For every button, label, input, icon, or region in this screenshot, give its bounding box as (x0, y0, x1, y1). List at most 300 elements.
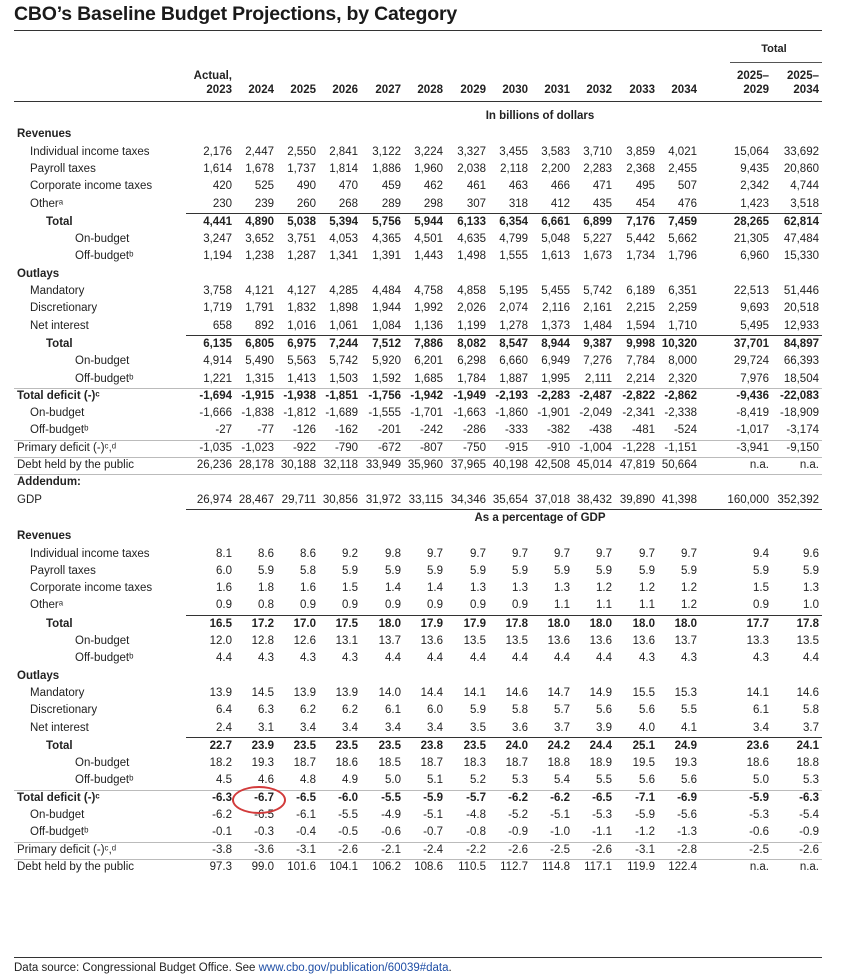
table-cell: 0.9 (216, 599, 232, 612)
table-cell: 3.1 (258, 721, 274, 734)
table-cell: 9,435 (740, 162, 769, 175)
table-cell: 2,038 (457, 162, 486, 175)
row-label: Payroll taxes (30, 162, 96, 175)
table-cell: 47,819 (619, 459, 655, 471)
table-cell: 2,176 (203, 145, 232, 158)
table-cell: 62,814 (783, 215, 819, 228)
table-cell: 6,660 (499, 355, 528, 368)
table-cell: 1,710 (668, 319, 697, 332)
table-cell: 5,455 (541, 285, 570, 297)
table-cell: -6.0 (338, 791, 358, 804)
table-cell: 17.8 (796, 617, 819, 630)
table-cell: 112.7 (500, 860, 528, 873)
table-cell: 24.2 (547, 739, 570, 752)
table-cell: -0.1 (212, 826, 232, 839)
table-cell: 1,413 (287, 372, 316, 385)
table-cell: -438 (588, 424, 612, 437)
table-cell: 3,652 (245, 233, 274, 246)
table-cell: 4,484 (372, 285, 401, 297)
table-cell: 18.7 (420, 757, 443, 770)
column-header-top: 2025– (737, 70, 769, 82)
table-cell: 1.2 (639, 582, 655, 595)
table-cell: 7,459 (668, 215, 697, 228)
table-cell: -1,023 (241, 441, 274, 454)
table-cell: -1,949 (453, 389, 486, 402)
table-cell: 1,287 (287, 250, 316, 263)
table-cell: 4,021 (668, 145, 697, 158)
table-cell: 2,111 (584, 372, 612, 385)
column-header-year: 2027 (375, 84, 401, 96)
table-cell: -286 (462, 424, 486, 437)
table-cell: 18.6 (746, 757, 769, 770)
table-cell: 4,441 (203, 215, 232, 228)
table-cell: -2.6 (799, 843, 819, 856)
table-cell: 6,960 (740, 250, 769, 263)
table-cell: 0.9 (300, 599, 316, 612)
table-cell: 28,178 (238, 459, 274, 471)
table-cell: 1,719 (203, 302, 232, 315)
table-cell: -5.5 (338, 809, 358, 821)
table-cell: 1,992 (414, 302, 443, 315)
table-cell: 525 (254, 180, 274, 193)
table-cell: 13.6 (420, 635, 443, 647)
table-cell: -9,436 (736, 389, 769, 402)
table-cell: 5,563 (287, 355, 316, 368)
table-cell: -126 (292, 424, 316, 437)
table-cell: -2,193 (495, 389, 528, 402)
table-cell: 1,278 (499, 319, 528, 332)
table-cell: 4.3 (300, 652, 316, 665)
table-cell: 4.9 (342, 774, 358, 787)
table-cell: 5,756 (372, 215, 401, 228)
table-cell: -2,822 (622, 389, 655, 402)
table-cell: 4,635 (457, 233, 486, 246)
table-cell: 33,692 (783, 145, 819, 158)
table-cell: -922 (292, 441, 316, 454)
table-cell: 6.0 (427, 704, 443, 717)
table-cell: -0.6 (381, 826, 401, 839)
row-label: Off-budgetᵇ (75, 250, 134, 263)
table-cell: 24.9 (674, 739, 697, 752)
table-cell: 14.5 (251, 686, 274, 699)
table-cell: -790 (334, 441, 358, 454)
table-cell: 17.9 (463, 617, 486, 630)
table-cell: -5.9 (635, 809, 655, 821)
table-cell: -2.6 (592, 843, 612, 856)
table-cell: -0.3 (254, 826, 274, 839)
table-cell: 2,074 (499, 302, 528, 315)
table-cell: 8,000 (668, 355, 697, 368)
table-cell: -2.6 (338, 843, 358, 856)
table-cell: -7.1 (635, 791, 655, 804)
row-label: Otherᵃ (30, 197, 64, 210)
table-cell: 106.2 (372, 860, 401, 873)
table-cell: 2,320 (668, 372, 697, 385)
table-cell: 3,710 (583, 145, 612, 158)
table-cell: 1,796 (668, 250, 697, 263)
table-cell: 5,394 (329, 215, 358, 228)
table-cell: 99.0 (251, 860, 274, 873)
table-cell: 268 (338, 197, 358, 210)
table-cell: 5.7 (554, 704, 570, 717)
table-cell: 260 (296, 197, 316, 210)
table-cell: 658 (212, 319, 232, 332)
table-cell: 2,455 (668, 162, 697, 175)
table-cell: -5.9 (423, 791, 443, 804)
table-cell: 23.8 (420, 739, 443, 752)
table-cell: 160,000 (727, 493, 769, 506)
row-label: Total deficit (-)ᶜ (17, 389, 100, 402)
cbo-data-link[interactable]: www.cbo.gov/publication/60039#data (258, 962, 449, 974)
table-cell: 26,974 (196, 493, 232, 506)
table-cell: -162 (334, 424, 358, 437)
table-cell: 6,351 (668, 285, 697, 297)
table-cell: 1,315 (245, 372, 274, 385)
table-cell: -5.1 (423, 809, 443, 821)
unit-section-header: In billions of dollars (485, 110, 595, 122)
table-cell: -3,941 (736, 441, 769, 454)
table-cell: 1.2 (596, 582, 612, 595)
row-label: Debt held by the public (17, 860, 134, 873)
table-cell: 4.3 (753, 652, 769, 665)
table-cell: 19.3 (251, 757, 274, 770)
table-cell: 3,327 (457, 145, 486, 158)
table-cell: 5.1 (427, 774, 443, 787)
row-divider (186, 737, 822, 738)
table-cell: 2,116 (542, 302, 570, 315)
table-cell: 23.5 (293, 739, 316, 752)
table-cell: 38,432 (576, 493, 612, 506)
table-cell: 10,320 (661, 337, 697, 350)
table-cell: 9.7 (596, 547, 612, 560)
table-cell: 14.6 (796, 686, 819, 699)
table-cell: 35,654 (492, 493, 528, 506)
row-label: Corporate income taxes (30, 180, 153, 193)
table-cell: -333 (504, 424, 528, 437)
table-cell: 13.9 (335, 686, 358, 699)
table-cell: 5,490 (245, 355, 274, 368)
table-cell: 6,975 (287, 337, 316, 350)
table-cell: -4.8 (466, 809, 486, 821)
table-cell: 1,814 (329, 162, 358, 175)
table-cell: 18.0 (378, 617, 401, 630)
table-cell: 1.5 (342, 582, 358, 595)
table-cell: 18.8 (796, 757, 819, 770)
table-cell: -5.1 (550, 809, 570, 821)
table-cell: 13.1 (335, 635, 358, 647)
table-cell: n.a. (799, 459, 819, 471)
table-cell: -2,338 (664, 407, 697, 420)
row-label: Individual income taxes (30, 547, 150, 560)
table-cell: 13.7 (674, 635, 697, 647)
table-cell: 3,455 (499, 145, 528, 158)
column-header-year: 2023 (206, 84, 232, 96)
table-cell: -5.3 (592, 809, 612, 821)
table-cell: 6,899 (583, 215, 612, 228)
table-cell: 2,283 (583, 162, 612, 175)
table-cell: 2,550 (287, 145, 316, 158)
table-cell: 35,960 (407, 459, 443, 471)
table-bottom-divider (14, 957, 822, 958)
table-cell: 14.1 (746, 686, 769, 699)
table-cell: 4.3 (639, 652, 655, 665)
table-cell: 1,238 (245, 250, 274, 263)
table-cell: 1.1 (639, 599, 655, 612)
table-cell: 0.8 (258, 599, 274, 612)
table-cell: 1,784 (457, 372, 486, 385)
table-cell: 1,391 (372, 250, 401, 263)
table-cell: 13.6 (547, 635, 570, 647)
table-cell: -6.3 (799, 791, 819, 804)
table-cell: 298 (423, 197, 443, 210)
table-cell: -3.8 (212, 843, 232, 856)
table-cell: 15,330 (783, 250, 819, 263)
table-cell: 3.4 (342, 721, 358, 734)
table-cell: 289 (381, 197, 401, 210)
table-cell: 4.5 (216, 774, 232, 787)
table-cell: 24.4 (589, 739, 612, 752)
table-cell: 13.9 (209, 686, 232, 699)
table-cell: -18,909 (779, 407, 819, 420)
table-cell: -910 (546, 441, 570, 454)
table-cell: 4,890 (245, 215, 274, 228)
table-cell: 33,115 (408, 493, 443, 506)
table-cell: 6,354 (499, 215, 528, 228)
table-cell: 37,701 (733, 337, 769, 350)
table-cell: 24.1 (796, 739, 819, 752)
table-cell: -5.4 (799, 809, 819, 821)
table-cell: 18.0 (547, 617, 570, 630)
table-cell: 3,758 (203, 285, 232, 297)
table-cell: 230 (212, 197, 232, 210)
table-cell: 3.6 (512, 721, 528, 734)
table-cell: 23.9 (251, 739, 274, 752)
row-label: Off-budgetᵇ (75, 652, 134, 665)
table-cell: 5.9 (470, 704, 486, 717)
row-label: Primary deficit (-)ᶜ,ᵈ (17, 843, 117, 856)
table-cell: -1,838 (241, 407, 274, 420)
table-cell: 2,342 (740, 180, 769, 193)
table-cell: 8.1 (216, 547, 232, 560)
table-cell: -1,901 (537, 407, 570, 420)
table-cell: 18.5 (378, 757, 401, 770)
table-cell: -1,942 (410, 389, 443, 402)
table-cell: 5.9 (596, 564, 612, 577)
table-cell: 9.6 (803, 547, 819, 560)
table-cell: 6.3 (258, 704, 274, 717)
table-cell: 122.4 (668, 860, 697, 873)
table-cell: 5.8 (512, 704, 528, 717)
table-cell: 1,484 (583, 319, 612, 332)
table-cell: 490 (296, 180, 316, 193)
table-cell: 1,614 (203, 162, 232, 175)
table-cell: 12.0 (209, 635, 232, 647)
table-cell: 5.3 (512, 774, 528, 787)
table-cell: 66,393 (783, 355, 819, 368)
table-cell: 28,467 (238, 493, 274, 506)
table-cell: 18.0 (632, 617, 655, 630)
table-cell: 4.3 (342, 652, 358, 665)
table-cell: 3.7 (803, 721, 819, 734)
row-label: Primary deficit (-)ᶜ,ᵈ (17, 441, 117, 454)
table-cell: 9,693 (740, 302, 769, 315)
table-cell: 13.6 (632, 635, 655, 647)
row-group-label: Addendum: (17, 476, 81, 489)
table-cell: 5.9 (753, 564, 769, 577)
table-cell: -4.9 (381, 809, 401, 821)
table-cell: -6.5 (254, 809, 274, 821)
table-cell: -382 (546, 424, 570, 437)
table-cell: 26,236 (196, 459, 232, 471)
table-cell: 1.5 (753, 582, 769, 595)
data-source-footer (14, 962, 452, 974)
table-cell: 31,972 (365, 493, 401, 506)
table-cell: 420 (212, 180, 232, 193)
column-header-year: 2026 (332, 84, 358, 96)
table-cell: 4.4 (596, 652, 612, 665)
table-cell: 6.2 (300, 704, 316, 717)
table-cell: 30,188 (280, 459, 316, 471)
footer-prefix: Data source: Congressional Budget Office. See (14, 962, 259, 974)
table-cell: 18.3 (463, 757, 486, 770)
table-cell: 4.8 (300, 774, 316, 787)
table-cell: 51,446 (783, 285, 819, 297)
table-cell: 5.0 (753, 774, 769, 787)
table-cell: 25.1 (632, 739, 655, 752)
table-cell: 5.9 (512, 564, 528, 577)
table-cell: 5,920 (372, 355, 401, 368)
table-cell: 8,547 (499, 337, 528, 350)
table-cell: 3,583 (541, 145, 570, 158)
table-cell: -1,666 (199, 407, 232, 420)
table-cell: 108.6 (414, 860, 443, 873)
table-cell: 1,791 (245, 302, 274, 315)
column-header-year: 2028 (417, 84, 443, 96)
row-label: Total deficit (-)ᶜ (17, 791, 100, 804)
table-cell: 14.0 (378, 686, 401, 699)
row-divider-faint (14, 859, 822, 860)
table-cell: 9.4 (753, 547, 769, 560)
table-cell: 471 (592, 180, 612, 193)
table-cell: 39,890 (619, 493, 655, 506)
row-label: GDP (17, 493, 42, 506)
table-cell: 18.7 (505, 757, 528, 770)
table-cell: 6,201 (414, 355, 443, 368)
table-cell: 17.7 (746, 617, 769, 630)
table-cell: -6.3 (212, 791, 232, 804)
table-cell: -0.9 (508, 826, 528, 839)
table-cell: 435 (592, 197, 612, 210)
table-cell: 1,503 (329, 372, 358, 385)
table-cell: 13.6 (589, 635, 612, 647)
row-divider (186, 509, 822, 510)
table-cell: 1.2 (681, 582, 697, 595)
table-cell: 1,592 (372, 372, 401, 385)
table-cell: -0.4 (296, 826, 316, 839)
table-cell: -5.2 (508, 809, 528, 821)
table-cell: -1,812 (283, 407, 316, 420)
table-cell: 9.7 (427, 547, 443, 560)
table-cell: 4,758 (414, 285, 443, 297)
table-cell: 412 (550, 197, 570, 210)
table-cell: 4,501 (414, 233, 443, 246)
table-cell: 3.4 (385, 721, 401, 734)
table-cell: 5,038 (287, 215, 316, 228)
table-cell: 0.9 (753, 599, 769, 612)
table-cell: 4,127 (287, 285, 316, 297)
row-divider (186, 335, 822, 336)
table-cell: 6,133 (457, 215, 486, 228)
table-cell: n.a. (799, 860, 819, 873)
table-cell: -807 (419, 441, 443, 454)
table-cell: 5.9 (342, 564, 358, 577)
table-cell: 4.4 (554, 652, 570, 665)
table-cell: 4.4 (427, 652, 443, 665)
table-cell: 3,518 (790, 197, 819, 210)
table-cell: 6,189 (626, 285, 655, 297)
row-label: Total (46, 337, 73, 350)
table-cell: -0.5 (338, 826, 358, 839)
table-cell: 5.6 (639, 774, 655, 787)
table-cell: 1,734 (626, 250, 655, 263)
table-cell: n.a. (749, 860, 769, 873)
table-cell: 5.9 (681, 564, 697, 577)
table-cell: 15,064 (733, 145, 769, 158)
table-cell: 110.5 (458, 860, 486, 873)
table-cell: -9,150 (786, 441, 819, 454)
table-cell: 5,662 (668, 233, 697, 246)
table-cell: 507 (677, 180, 697, 193)
table-cell: -6.7 (254, 791, 274, 804)
table-cell: 1,685 (414, 372, 443, 385)
row-label: Corporate income taxes (30, 582, 153, 595)
table-cell: 1,443 (414, 250, 443, 263)
table-cell: -2,049 (579, 407, 612, 420)
row-label: Discretionary (30, 302, 98, 315)
table-cell: -2,341 (622, 407, 655, 420)
row-label: Off-budgetᵇ (30, 826, 89, 839)
column-header-year: 2033 (629, 84, 655, 96)
table-cell: 13.5 (796, 635, 819, 647)
table-cell: -672 (377, 441, 401, 454)
table-cell: 0.9 (342, 599, 358, 612)
table-cell: 5,742 (583, 285, 612, 297)
table-cell: 5.0 (385, 774, 401, 787)
table-cell: 0.9 (470, 599, 486, 612)
table-cell: 7,784 (626, 355, 655, 368)
table-cell: 1.3 (512, 582, 528, 595)
table-cell: 42,508 (534, 459, 570, 471)
table-cell: 20,518 (783, 302, 819, 315)
table-cell: 4,285 (329, 285, 358, 297)
table-cell: 4.4 (512, 652, 528, 665)
highlight-circle (232, 786, 286, 814)
row-label: Mandatory (30, 285, 85, 297)
table-cell: -481 (631, 424, 655, 437)
table-cell: 5,442 (626, 233, 655, 246)
table-cell: 1.2 (681, 599, 697, 612)
column-header-year: 2029 (743, 84, 769, 96)
table-cell: 17.5 (335, 617, 358, 630)
table-cell: 4,365 (372, 233, 401, 246)
table-cell: 18.2 (209, 757, 232, 770)
table-cell: -0.6 (749, 826, 769, 839)
table-cell: 28,265 (733, 215, 769, 228)
table-cell: 15.5 (632, 686, 655, 699)
row-label: Off-budgetᵇ (75, 774, 134, 787)
table-cell: 8,944 (541, 337, 570, 350)
table-cell: 12,933 (783, 319, 819, 332)
